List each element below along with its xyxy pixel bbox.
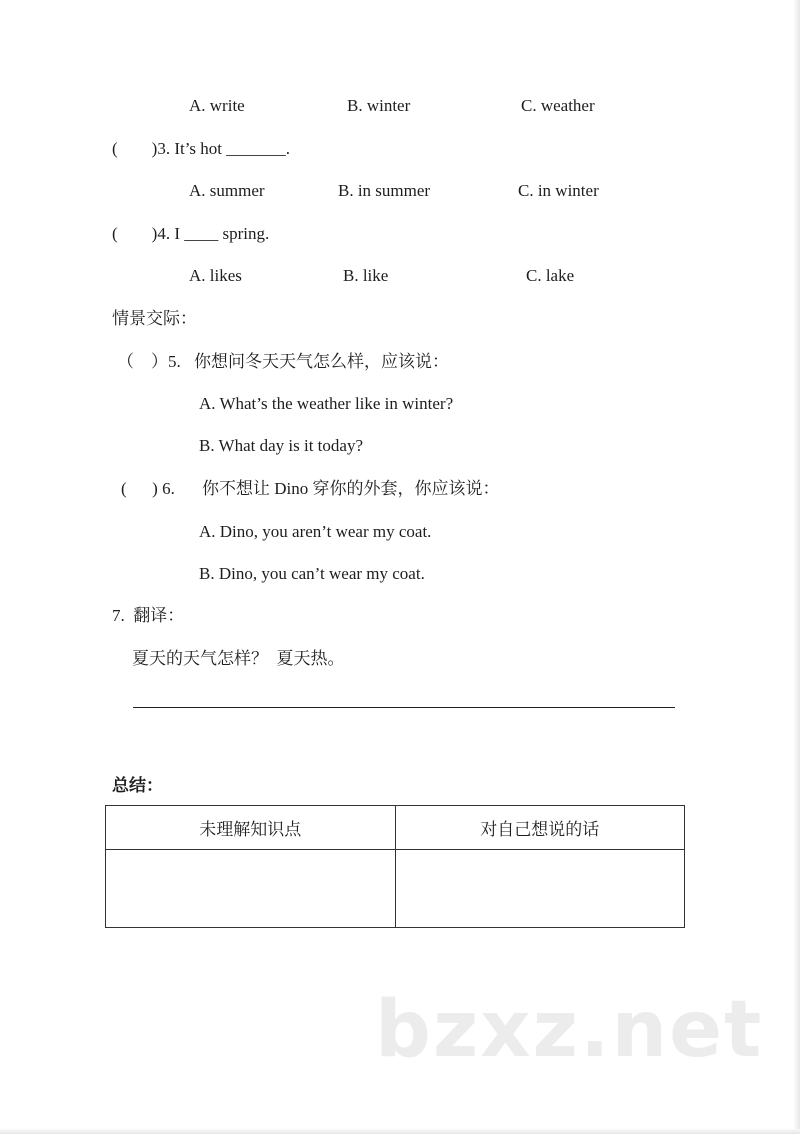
q6-option-b: B. Dino, you can’t wear my coat. (199, 564, 425, 583)
watermark: bzxz.net (375, 985, 764, 1075)
summary-cell-2 (395, 850, 685, 928)
q2-option-c: C. weather (521, 96, 595, 115)
q4-stem: ( )4. I ____ spring. (112, 224, 270, 243)
q7-text: 夏天的天气怎样？ 夏天热。 (132, 649, 345, 668)
q3-option-a: A. summer (189, 181, 265, 200)
page-edge-shadow (0, 1129, 800, 1134)
q3-option-c: C. in winter (518, 181, 599, 200)
q4-option-a: A. likes (189, 266, 242, 285)
summary-col-header-2: 对自己想说的话 (395, 806, 685, 850)
q3-stem: ( )3. It’s hot _______. (112, 139, 291, 158)
q2-option-a: A. write (189, 96, 245, 115)
q5-paren: （ ）5. (117, 352, 181, 371)
q6-paren: ( ) 6. (121, 479, 175, 498)
q4-option-b: B. like (343, 266, 389, 285)
q5-prompt: 你想问冬天天气怎么样，应该说： (194, 352, 449, 371)
page-edge-shadow (794, 0, 800, 1134)
q4-option-c: C. lake (526, 266, 575, 285)
q5-option-b: B. What day is it today? (199, 436, 363, 455)
summary-heading: 总结： (112, 776, 163, 795)
q6-option-a: A. Dino, you aren’t wear my coat. (199, 522, 432, 541)
q7-heading: 7. 翻译： (112, 606, 185, 625)
summary-col-header-1: 未理解知识点 (106, 806, 396, 850)
answer-line (133, 707, 675, 708)
q2-option-b: B. winter (347, 96, 411, 115)
q5-option-a: A. What’s the weather like in winter? (199, 394, 454, 413)
summary-table (105, 805, 685, 928)
q3-option-b: B. in summer (338, 181, 431, 200)
summary-cell-1 (106, 850, 396, 928)
q6-prompt: 你不想让 Dino 穿你的外套，你应该说： (202, 479, 500, 498)
section-heading-situational: 情景交际： (112, 309, 197, 328)
